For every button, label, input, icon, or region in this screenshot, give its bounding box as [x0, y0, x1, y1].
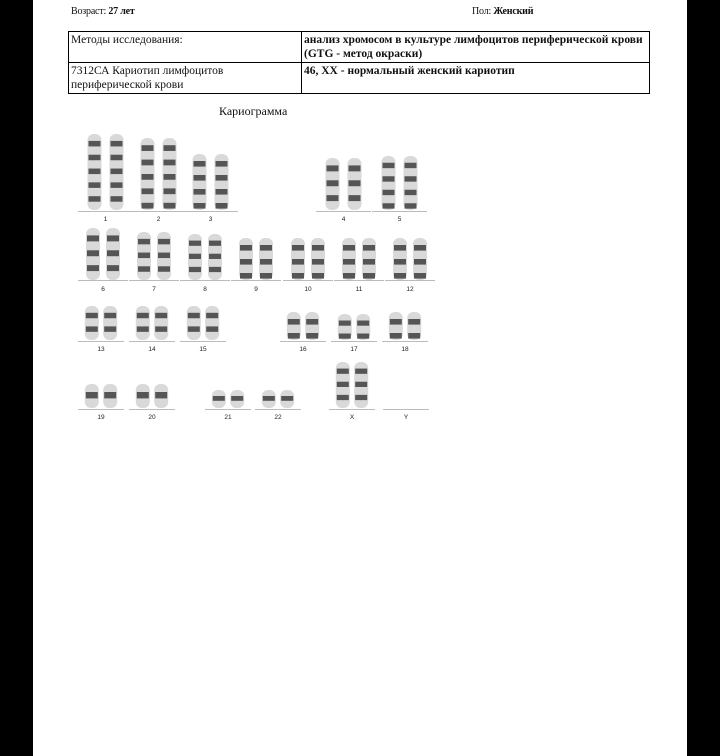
chromosome-baseline [78, 409, 124, 410]
chromosome-pair-22 [255, 0, 301, 756]
karyogram-title: Кариограмма [219, 104, 288, 118]
chromosome-pair-19 [78, 0, 124, 756]
chromosome-baseline [329, 409, 375, 410]
chromosome-label: 6 [101, 286, 105, 293]
sex-value: Женский [493, 6, 534, 17]
chromosome-label: 19 [97, 414, 105, 421]
chromosome-baseline [383, 409, 429, 410]
chromosome-label: 4 [341, 216, 346, 223]
chromosome-label: 2 [156, 216, 161, 223]
chromosome-image [329, 362, 375, 408]
age-label: Возраст: [71, 6, 107, 17]
chromosome-label: 13 [97, 346, 105, 353]
chromosome-pair-y [383, 0, 429, 756]
chromosome-baseline [129, 409, 175, 410]
sex-label: Пол: [472, 6, 492, 17]
chromosome-label: 3 [208, 216, 213, 223]
chromosome-label: X [349, 414, 355, 421]
chromosome-label: 9 [254, 286, 258, 293]
chromosome-label: 20 [148, 414, 156, 421]
chromosome-label: 18 [401, 346, 409, 353]
chromosome-pair-x [329, 0, 375, 756]
chromosome-label: 11 [355, 286, 363, 293]
chromosome-image [129, 384, 175, 408]
methods-value: анализ хромосом в культуре лимфоцитов периферической крови (GTG - метод окраски) [302, 32, 650, 63]
test-result: 46, XX - нормальный женский кариотип [302, 63, 650, 94]
chromosome-image [78, 384, 124, 408]
chromosome-label: 22 [274, 414, 282, 421]
chromosome-label: 8 [203, 286, 207, 293]
sex-field [472, 6, 533, 17]
chromosome-baseline [205, 409, 251, 410]
chromosome-image [205, 390, 251, 408]
chromosome-label: Y [403, 414, 409, 421]
chromosome-label: 1 [103, 216, 108, 223]
test-label: 7312СА Кариотип лимфоцитов периферической крови [69, 63, 302, 94]
chromosome-pair-21 [205, 0, 251, 756]
age-value: 27 лет [108, 6, 135, 17]
chromosome-label: 17 [350, 346, 358, 353]
chromosome-label: 5 [397, 216, 402, 223]
report-page [33, 0, 687, 756]
chromosome-label: 14 [148, 346, 156, 353]
chromosome-label: 16 [299, 346, 307, 353]
chromosome-baseline [255, 409, 301, 410]
chromosome-pair-20 [129, 0, 175, 756]
chromosome-label: 12 [406, 286, 414, 293]
chromosome-image [255, 390, 301, 408]
chromosome-label: 15 [199, 346, 207, 353]
methods-label: Методы исследования: [69, 32, 302, 63]
chromosome-label: 10 [304, 286, 312, 293]
chromosome-label: 7 [152, 286, 156, 293]
chromosome-label: 21 [224, 414, 232, 421]
